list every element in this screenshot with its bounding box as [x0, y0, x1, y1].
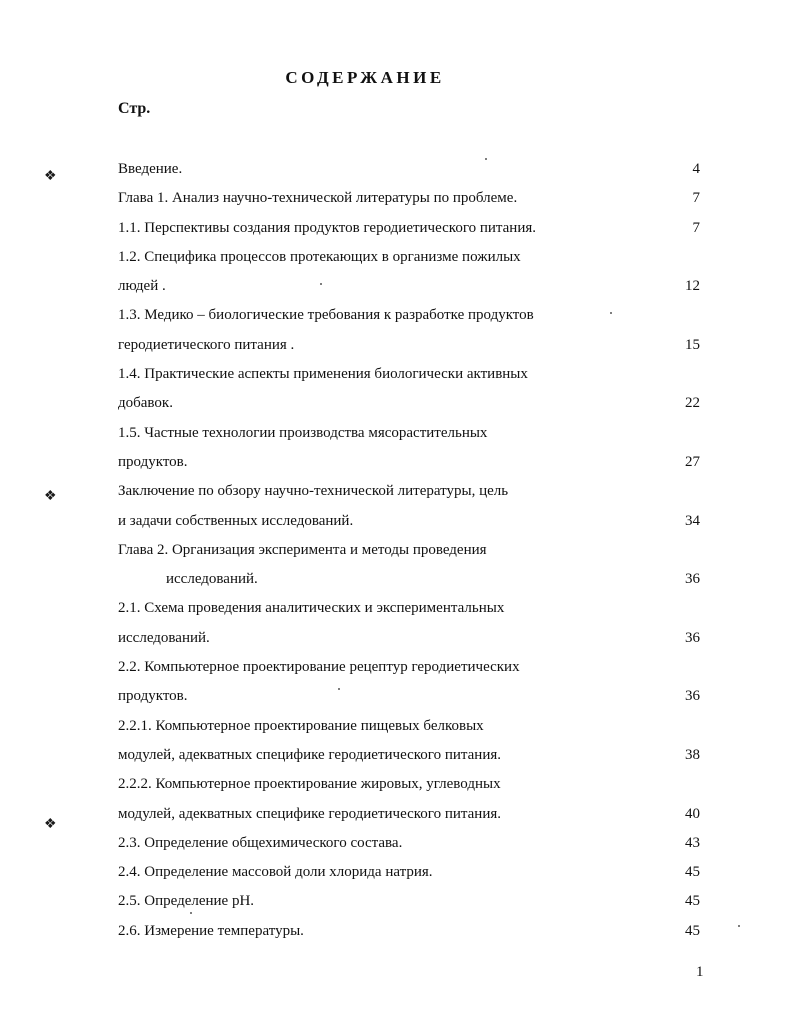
toc-entry-text: Введение. [118, 161, 183, 177]
toc-entry-page: 36 [685, 571, 700, 588]
toc-row [118, 331, 704, 360]
toc-entry-page: 15 [685, 336, 700, 353]
toc-row [118, 770, 704, 799]
toc-entry-text: 2.2.1. Компьютерное проектирование пищевых белковых [118, 717, 484, 734]
toc-row [118, 272, 704, 301]
toc-row [118, 800, 704, 829]
toc-row [118, 624, 704, 653]
page-title: СОДЕРЖАНИЕ [285, 68, 445, 87]
toc-entry-text: 1.2. Специфика процессов протекающих в организме пожилых [118, 248, 521, 265]
toc-row [118, 389, 704, 418]
table-of-contents [118, 155, 704, 946]
toc-row [118, 829, 704, 858]
scan-artifact-icon: ❖ [44, 817, 57, 832]
toc-entry-page: 38 [685, 746, 700, 763]
toc-row [118, 214, 704, 243]
toc-entry-text: 1.3. Медико – биологические требования к разработке продуктов [118, 307, 534, 324]
toc-entry-text: 1.4. Практические аспекты применения биологически активных [118, 366, 528, 383]
toc-row [118, 155, 704, 184]
toc-row [118, 565, 704, 594]
toc-entry-page: 27 [685, 453, 700, 470]
toc-entry-page: 12 [685, 278, 700, 295]
toc-entry-page: 34 [685, 512, 700, 529]
toc-row [118, 448, 704, 477]
toc-row [118, 360, 704, 389]
toc-entry-text: людей . [118, 278, 166, 295]
toc-row [118, 301, 704, 330]
toc-entry-page: 7 [692, 219, 700, 236]
page-number: 1 [696, 964, 704, 980]
toc-entry-text: исследований. [166, 571, 258, 588]
toc-entry-text: Заключение по обзору научно-технической литературы, цель [118, 483, 509, 500]
toc-entry-text: исследований. [118, 629, 210, 646]
toc-entry-text: 1.1. Перспективы создания продуктов геродиетического питания. [118, 219, 537, 236]
toc-entry-text: 2.3. Определение общехимического состава. [118, 834, 403, 851]
toc-row [118, 682, 704, 711]
toc-row [118, 653, 704, 682]
toc-entry-text: 1.5. Частные технологии производства мясорастительных [118, 424, 488, 441]
toc-entry-text: Глава 2. Организация эксперимента и методы проведения [118, 541, 487, 558]
toc-row [118, 917, 704, 946]
toc-row [118, 507, 704, 536]
scan-artifact-icon: ❖ [44, 169, 57, 184]
toc-entry-page: 45 [685, 922, 700, 939]
toc-row [118, 536, 704, 565]
toc-entry-text: 2.6. Измерение температуры. [118, 922, 304, 939]
scan-speck [485, 158, 487, 160]
toc-row [118, 419, 704, 448]
scan-speck [320, 283, 322, 285]
toc-entry-page: 40 [685, 805, 700, 822]
toc-row [118, 594, 704, 623]
toc-entry-page: 45 [685, 893, 700, 910]
toc-entry-page: 36 [685, 688, 700, 705]
toc-entry-text: добавок. [118, 395, 173, 412]
toc-entry-text: модулей, адекватных специфике геродиетического питания. [118, 805, 501, 822]
toc-entry-text: Глава 1. Анализ научно-технической литературы по проблеме. [118, 190, 518, 207]
toc-entry-text: 2.1. Схема проведения аналитических и экспериментальных [118, 600, 505, 617]
toc-entry-text: геродиетического питания . [118, 336, 295, 353]
toc-row [118, 477, 704, 506]
toc-row [118, 243, 704, 272]
scan-speck [338, 688, 340, 690]
toc-entry-text: модулей, адекватных специфике геродиетического питания. [118, 746, 501, 763]
pages-column-label: Стр. [118, 100, 151, 117]
toc-entry-page: 22 [685, 395, 700, 412]
toc-entry-text: продуктов. [118, 688, 188, 705]
toc-entry-text: 2.5. Определение рН. [118, 893, 255, 910]
scan-speck [610, 312, 612, 314]
toc-entry-text: 2.2.2. Компьютерное проектирование жировых, углеводных [118, 776, 501, 793]
scan-speck [190, 912, 192, 914]
toc-row [118, 741, 704, 770]
toc-row [118, 712, 704, 741]
toc-entry-page: 36 [685, 629, 700, 646]
toc-entry-page: 7 [692, 190, 700, 207]
toc-row [118, 887, 704, 916]
toc-row [118, 858, 704, 887]
toc-entry-page: 43 [685, 834, 700, 851]
toc-entry-text: 2.4. Определение массовой доли хлорида натрия. [118, 864, 433, 881]
scan-artifact-icon: ❖ [44, 489, 57, 504]
toc-entry-text: 2.2. Компьютерное проектирование рецептур геродиетических [118, 659, 520, 676]
toc-row [118, 184, 704, 213]
toc-entry-text: продуктов. [118, 453, 188, 470]
toc-entry-page: 45 [685, 864, 700, 881]
toc-entry-text: и задачи собственных исследований. [118, 512, 354, 529]
toc-entry-page: 4 [692, 161, 700, 177]
scan-speck [738, 925, 740, 927]
